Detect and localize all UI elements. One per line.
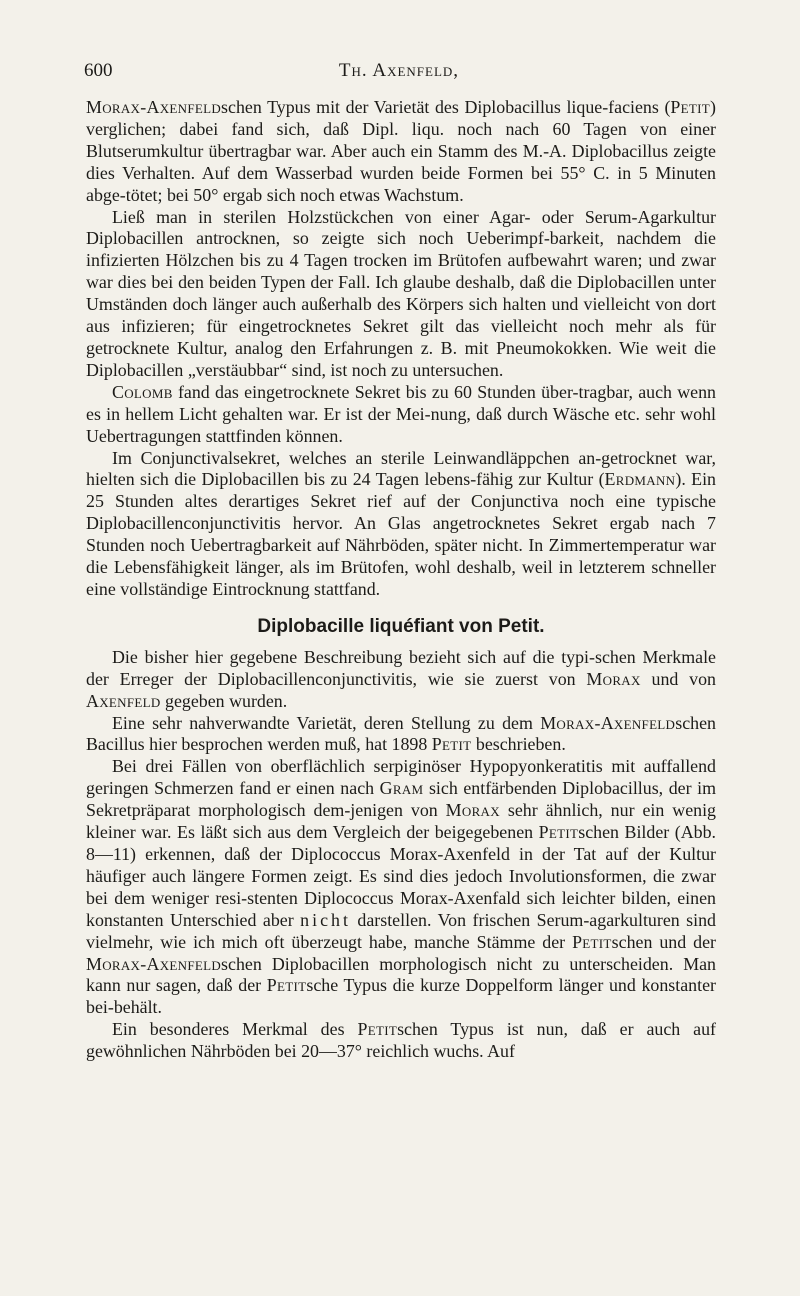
text-run: schen Typus ist nun, daß er auch auf gewöhnlichen Nährböden bei 20—37° reichlich wuchs. Auf [86,1019,716,1062]
page-number: 600 [84,60,113,81]
small-caps-name: Erdmann [604,469,676,490]
text-run: ) verglichen; dabei fand sich, daß Dipl. liqu. noch nach 60 Tagen von einer Blutserumkultur übertragbar war. Aber auch ein Stamm des M.-A. Diplobacillus zeigte dies Verhalten. Auf dem Wasserbad wurden beide Formen bei 55° C. in 5 Minuten abge-tötet; bei 50° ergab sich noch etwas Wachstum. [86,97,716,205]
text-run: sich entfärbenden Diplobacillus, der im Sekretpräparat morphologisch dem-jenigen von [86,778,716,821]
text-run: beschrieben. [471,734,566,755]
small-caps-name: Morax-Axenfeld [540,712,676,733]
small-caps-name: Petit [572,931,612,952]
paragraph [86,97,716,207]
small-caps-name: Morax-Axenfeld [86,97,222,117]
small-caps-name: Petit [670,97,711,117]
small-caps-name: Morax-Axenfeld [86,953,222,974]
text-run: gegeben wurden. [160,690,288,711]
text-run: fand das eingetrocknete Sekret bis zu 60 Stunden über-tragbar, auch wenn es in hellem Licht gehalten war. Er ist der Mei-nung, daß durch Wäsche etc. sehr wohl Uebertragungen stattfinden können. [86,381,716,446]
paragraph [86,448,716,601]
paragraph-group-1 [86,97,716,601]
text-run: Im Conjunctivalsekret, welches an sterile Leinwandläppchen an-getrocknet war, hielten sich die Diplobacillen bis zu 24 Tagen lebens-fähig zur Kultur ( [86,447,716,490]
small-caps-name: Petit [266,975,307,996]
small-caps-name: Axenfeld [86,690,161,711]
text-run: und von [640,668,716,689]
small-caps-name: Morax [586,668,641,689]
spaced-emphasis: nicht [300,909,351,930]
small-caps-name: Gram [379,778,424,799]
small-caps-name: Morax [445,800,500,821]
text-run: schen Bilder (Abb. 8—11) erkennen, daß der Diplococcus Morax-Axenfeld in der Tat auf der Kultur häufiger auch längere Formen zeigt. Es sind dies jedoch Involutionsformen, die zwar bei dem weniger resi-stenten Diplococcus Morax-Axenfald sich leichter bilden, einen konstanten Unterschied aber [86,822,717,930]
text-run: schen Bacillus hier besprochen werden muß, hat 1898 [86,712,716,755]
text-run: ). Ein 25 Stunden altes derartiges Sekret rief auf der Conjunctiva noch eine typische Diplobacillenconjunctivitis hervor. An Glas angetrocknetes Sekret ergab nach 7 Stunden noch Uebertragbarkeit auf Nährböden, später nicht. In Zimmertemperatur war die Lebensfähigkeit länger, als im Brütofen, wohl deshalb, weil in letzterem schneller eine vollständige Eintrocknung stattfand. [86,469,717,599]
paragraph [86,207,716,382]
text-run: Ein besonderes Merkmal des [112,1019,358,1040]
paragraph [86,382,716,448]
paragraph [86,713,716,757]
text-run: darstellen. Von frischen Serum-agarkulturen sind vielmehr, wie ich mich oft überzeugt habe, manche Stämme der [86,909,717,952]
running-header [84,60,714,86]
paragraph [86,647,716,713]
page-body [86,97,716,1063]
small-caps-name: Colomb [112,381,173,402]
text-run: Bei drei Fällen von oberflächlich serpiginöser Hypopyonkeratitis mit auffallend geringen Schmerzen fand er einen nach [86,756,716,799]
text-run: Eine sehr nahverwandte Varietät, deren Stellung zu dem [112,712,541,733]
section-heading: Diplobacille liquéfiant von Petit. [257,615,545,637]
text-run: Die bisher hier gegebene Beschreibung bezieht sich auf die typi-schen Merkmale der Erreger der Diplobacillenconjunctivitis, wie sie zuerst von [86,646,716,689]
small-caps-name: Petit [357,1019,398,1040]
text-run: sehr ähnlich, nur ein wenig kleiner war. Es läßt sich aus dem Vergleich der beigegebenen [86,800,716,843]
text-run: schen und der [611,931,716,952]
text-run: sche Typus die kurze Doppelform länger und konstanter bei-behält. [86,975,716,1018]
paragraph [86,756,716,1019]
running-title: Th. Axenfeld, [338,60,460,81]
text-run: schen Typus mit der Varietät des Diplobacillus lique-faciens ( [221,97,671,117]
paragraph-group-2 [86,647,716,1063]
small-caps-name: Petit [538,822,579,843]
text-run: Ließ man in sterilen Holzstückchen von einer Agar- oder Serum-Agarkultur Diplobacillen antrocknen, so zeigte sich noch Ueberimpf-barkeit, nachdem die infizierten Hölzchen bis zu 4 Tagen trocken im Brütofen aufbewahrt waren; und zwar war dies bei den beiden Typen der Fall. Ich glaube deshalb, daß die Diplobacillen unter Umständen doch länger auch außerhalb des Körpers sich halten und vielleicht von dort aus infizieren; für eingetrocknetes Sekret gilt das vielleicht noch mehr als für getrocknete Kultur, analog den Erfahrungen z. B. mit Pneumokokken. Wie weit die Diplobacillen „verstäubbar“ sind, ist noch zu untersuchen. [86,206,716,380]
text-run: schen Diplobacillen morphologisch nicht zu unterscheiden. Man kann nur sagen, daß der [86,953,716,996]
small-caps-name: Petit [431,734,472,755]
paragraph [86,1019,716,1063]
